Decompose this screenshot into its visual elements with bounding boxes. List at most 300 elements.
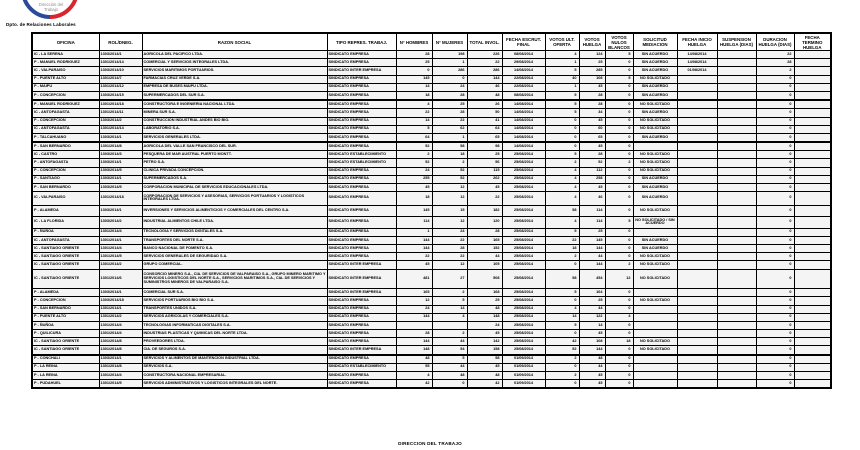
cell-duracion: 0 (756, 205, 794, 217)
cell-total: 56 (467, 159, 502, 167)
cell-razon-social: TECNOLOGIAS INFORMATICAS DIGITALES S.A. (142, 321, 327, 329)
cell-tipo-repres: SINDICATO EMPRESA (327, 83, 396, 91)
cell-total: 24 (467, 321, 502, 329)
column-header-suspension: SUSPENSION HUELGA (DIAS) (717, 33, 756, 51)
cell-fecha-termino (794, 167, 831, 175)
cell-votos-nulos: 0 (605, 289, 633, 297)
cell-suspension (717, 51, 756, 59)
cell-razon-social: MINERA SUR S.A. (142, 109, 327, 117)
table-row (32, 91, 831, 100)
cell-suspension (717, 184, 756, 192)
cell-hombres: 55 (396, 363, 432, 371)
cell-fecha-termino (794, 355, 831, 364)
cell-fecha-termino (794, 236, 831, 244)
cell-suspension (717, 192, 756, 206)
cell-fecha-termino (794, 245, 831, 253)
table-row (32, 167, 831, 175)
cell-solicitud-mediacion (633, 372, 677, 380)
cell-tipo-repres: SINDICATO EMPRESA (327, 217, 396, 229)
column-header-razon-social: RAZON SOCIAL (142, 33, 327, 51)
cell-hombres: 25 (396, 59, 432, 67)
cell-rol: 1301/2014/14 (99, 59, 142, 67)
table-row (32, 159, 831, 167)
cell-fecha-inicio (677, 313, 717, 321)
cell-mujeres: 2 (432, 289, 467, 297)
cell-duracion: 0 (756, 133, 794, 142)
cell-suspension (717, 228, 756, 236)
cell-fecha-termino (794, 289, 831, 297)
cell-fecha-inicio (677, 346, 717, 355)
cell-razon-social: CONSTRUCCION INDUSTRIAL ANDES BIO BIO. (142, 117, 327, 125)
cell-mujeres: 1 (432, 133, 467, 142)
cell-hombres: 42 (396, 380, 432, 389)
cell-fecha-inicio (677, 330, 717, 338)
cell-duracion: 0 (756, 167, 794, 175)
cell-votos-huelga: 28 (579, 151, 605, 159)
cell-fecha-escrut: 25/08/2014 (502, 346, 545, 355)
cell-oficina: IC - SANTIAGO ORIENTE (32, 346, 99, 355)
cell-total: 48 (467, 305, 502, 313)
cell-fecha-termino (794, 205, 831, 217)
cell-razon-social: CORPORACION DE SERVICIOS Y ASESORIAS, SERVICIOS PORTUARIOS Y LOGISTICOS INTEGRALES LTDA. (142, 192, 327, 206)
table-row (32, 245, 831, 253)
cell-oficina: P - LA REINA (32, 363, 99, 371)
cell-hombres: 22 (396, 109, 432, 117)
cell-hombres: 52 (396, 142, 432, 151)
cell-razon-social: AGRICOLA DEL PACIFICO LTDA. (142, 51, 327, 59)
cell-votos-ult-oferta: 5 (545, 228, 579, 236)
cell-hombres: 144 (396, 338, 432, 346)
department-title: Dpto. de Relaciones Laborales (6, 22, 76, 27)
cell-votos-nulos: 0 (605, 253, 633, 261)
cell-fecha-inicio (677, 205, 717, 217)
cell-votos-huelga: 144 (579, 261, 605, 269)
cell-duracion: 0 (756, 142, 794, 151)
cell-fecha-inicio: 01/08/2014 (677, 67, 717, 75)
cell-solicitud-mediacion: NO SOLICITADO / SIN ACUERDO (633, 217, 677, 229)
cell-votos-ult-oferta: 0 (545, 142, 579, 151)
cell-votos-huelga: 108 (579, 338, 605, 346)
cell-tipo-repres: SINDICATO EMPRESA (327, 372, 396, 380)
cell-fecha-inicio (677, 75, 717, 83)
table-row (32, 117, 831, 125)
cell-fecha-inicio (677, 167, 717, 175)
cell-fecha-inicio (677, 91, 717, 100)
cell-oficina: P - MANUEL RODRIGUEZ (32, 100, 99, 109)
cell-duracion: 0 (756, 159, 794, 167)
cell-total: 64 (467, 125, 502, 133)
cell-votos-nulos: 0 (605, 59, 633, 67)
cell-votos-nulos: 0 (605, 355, 633, 364)
cell-duracion: 0 (756, 100, 794, 109)
cell-votos-nulos: 0 (605, 91, 633, 100)
cell-fecha-escrut: 25/08/2014 (502, 253, 545, 261)
cell-votos-huelga: 114 (579, 217, 605, 229)
cell-hombres: 144 (396, 313, 432, 321)
cell-votos-nulos: 0 (605, 321, 633, 329)
cell-mujeres: 54 (432, 346, 467, 355)
cell-razon-social: CIA. DE SEGUROS S.A. (142, 346, 327, 355)
cell-rol: 1303/2014/1 (99, 159, 142, 167)
cell-duracion: 2 (756, 67, 794, 75)
cell-razon-social: PETRO S.A. (142, 159, 327, 167)
cell-fecha-inicio (677, 133, 717, 142)
cell-oficina: IC - SANTIAGO ORIENTE (32, 261, 99, 269)
cell-fecha-inicio (677, 289, 717, 297)
table-row (32, 151, 831, 159)
cell-solicitud-mediacion: SIN ACUERDO (633, 184, 677, 192)
cell-total: 22 (467, 192, 502, 206)
cell-votos-huelga: 14 (579, 321, 605, 329)
cell-fecha-termino (794, 297, 831, 305)
cell-fecha-escrut: 25/08/2014 (502, 192, 545, 206)
cell-votos-huelga: 65 (579, 133, 605, 142)
cell-rol: 1303/2014/10 (99, 67, 142, 75)
cell-rol: 1301/2014/14 (99, 125, 142, 133)
cell-fecha-escrut: 25/08/2014 (502, 228, 545, 236)
cell-rol: 1303/2014/18 (99, 297, 142, 305)
table-row (32, 305, 831, 313)
cell-fecha-inicio: 14/08/2014 (677, 59, 717, 67)
cell-solicitud-mediacion: SIN ACUERDO (633, 245, 677, 253)
table-row (32, 100, 831, 109)
cell-fecha-termino (794, 151, 831, 159)
cell-fecha-termino (794, 269, 831, 289)
cell-razon-social: BANCO NACIONAL DE FOMENTO S.A. (142, 245, 327, 253)
cell-suspension (717, 217, 756, 229)
cell-mujeres: 27 (432, 269, 467, 289)
cell-fecha-termino (794, 217, 831, 229)
cell-votos-ult-oferta: 2 (545, 159, 579, 167)
cell-solicitud-mediacion: NO SOLICITADO (633, 151, 677, 159)
cell-votos-nulos: 5 (605, 75, 633, 83)
cell-fecha-termino (794, 51, 831, 59)
cell-oficina: IC - SANTIAGO ORIENTE (32, 245, 99, 253)
cell-oficina: IC - SANTIAGO ORIENTE (32, 269, 99, 289)
cell-oficina: P - SANTIAGO (32, 175, 99, 183)
cell-fecha-inicio (677, 228, 717, 236)
cell-solicitud-mediacion: SIN ACUERDO (633, 91, 677, 100)
cell-total: 262 (467, 175, 502, 183)
cell-duracion: 0 (756, 175, 794, 183)
cell-hombres: 0 (396, 67, 432, 75)
cell-fecha-inicio (677, 159, 717, 167)
cell-solicitud-mediacion: SIN ACUERDO (633, 175, 677, 183)
cell-solicitud-mediacion (633, 330, 677, 338)
cell-solicitud-mediacion (633, 380, 677, 389)
cell-votos-ult-oferta: 2 (545, 253, 579, 261)
cell-votos-ult-oferta: 5 (545, 67, 579, 75)
cell-tipo-repres: SINDICATO EMPRESA (327, 380, 396, 389)
cell-oficina: IC - ANTOFAGASTA (32, 125, 99, 133)
cell-razon-social: SERVICIOS MARITIMOS PORTUARIOS. (142, 67, 327, 75)
cell-fecha-termino (794, 363, 831, 371)
cell-total: 105 (467, 261, 502, 269)
cell-total: 58 (467, 355, 502, 364)
cell-rol: 1301/2014/1 (99, 236, 142, 244)
cell-fecha-termino (794, 346, 831, 355)
cell-suspension (717, 91, 756, 100)
cell-oficina: P - CONCEPCION (32, 297, 99, 305)
cell-oficina: IC - VALPARAISO (32, 192, 99, 206)
cell-votos-ult-oferta: 1 (545, 59, 579, 67)
cell-fecha-escrut: 22/08/2014 (502, 75, 545, 83)
cell-duracion: 0 (756, 355, 794, 364)
table-row (32, 269, 831, 289)
cell-razon-social: TRANSPORTES DEL NORTE S.A. (142, 236, 327, 244)
cell-votos-nulos: 4 (605, 313, 633, 321)
cell-mujeres: 22 (432, 117, 467, 125)
cell-votos-huelga: 25 (579, 59, 605, 67)
cell-suspension (717, 380, 756, 389)
cell-votos-nulos: 0 (605, 151, 633, 159)
cell-duracion: 0 (756, 313, 794, 321)
table-row (32, 51, 831, 59)
cell-votos-ult-oferta: 4 (545, 167, 579, 175)
cell-rol: 1303/2014/1 (99, 289, 142, 297)
cell-mujeres: 14 (432, 305, 467, 313)
cell-suspension (717, 297, 756, 305)
cell-fecha-inicio: 14/08/2014 (677, 51, 717, 59)
cell-fecha-inicio (677, 125, 717, 133)
cell-fecha-inicio (677, 321, 717, 329)
cell-votos-huelga: 45 (579, 83, 605, 91)
cell-rol: 1301/2014/4 (99, 372, 142, 380)
logo-line-2: Trabajo (43, 7, 59, 12)
cell-oficina: P - PUENTE ALTO (32, 75, 99, 83)
cell-duracion: 0 (756, 321, 794, 329)
cell-tipo-repres: SINDICATO ESTABLECIMIENTO (327, 159, 396, 167)
cell-duracion: 0 (756, 297, 794, 305)
cell-fecha-termino (794, 305, 831, 313)
cell-oficina: IC - SANTIAGO ORIENTE (32, 253, 99, 261)
cell-fecha-inicio (677, 372, 717, 380)
cell-votos-ult-oferta: 58 (545, 205, 579, 217)
cell-suspension (717, 159, 756, 167)
cell-mujeres: 28 (432, 109, 467, 117)
cell-duracion: 0 (756, 217, 794, 229)
cell-mujeres: 12 (432, 217, 467, 229)
cell-rol: 1303/2014/15 (99, 91, 142, 100)
cell-votos-nulos: 0 (605, 346, 633, 355)
cell-votos-huelga: 25 (579, 297, 605, 305)
cell-votos-huelga: 45 (579, 142, 605, 151)
cell-mujeres: 52 (432, 175, 467, 183)
cell-total: 226 (467, 51, 502, 59)
cell-oficina: IC - CASTRO (32, 151, 99, 159)
cell-tipo-repres: SINDICATO EMPRESA (327, 167, 396, 175)
cell-votos-nulos: 0 (605, 133, 633, 142)
cell-duracion: 0 (756, 346, 794, 355)
cell-solicitud-mediacion: NO SOLICITADO (633, 269, 677, 289)
table-row (32, 236, 831, 244)
cell-oficina: P - CONCEPCION (32, 167, 99, 175)
cell-duracion: 0 (756, 380, 794, 389)
cell-fecha-termino (794, 117, 831, 125)
cell-oficina: P - SAN BERNARDO (32, 305, 99, 313)
cell-oficina: P - SAN BERNARDO (32, 142, 99, 151)
cell-votos-ult-oferta: 0 (545, 380, 579, 389)
cell-fecha-escrut: 01/09/2014 (502, 380, 545, 389)
cell-fecha-inicio (677, 83, 717, 91)
cell-mujeres: 62 (432, 125, 467, 133)
cell-votos-huelga: 45 (579, 117, 605, 125)
cell-rol: 1303/2014/5 (99, 167, 142, 175)
cell-votos-huelga: 44 (579, 305, 605, 313)
cell-votos-nulos: 0 (605, 363, 633, 371)
cell-hombres: 144 (396, 245, 432, 253)
cell-fecha-termino (794, 372, 831, 380)
cell-fecha-termino (794, 261, 831, 269)
cell-duracion: 0 (756, 83, 794, 91)
cell-total: 28 (467, 228, 502, 236)
cell-oficina: IC - ANTOFAGASTA (32, 109, 99, 117)
cell-votos-nulos: 5 (605, 51, 633, 59)
cell-hombres: 481 (396, 269, 432, 289)
cell-oficina: P - ALAMEDA (32, 289, 99, 297)
cell-hombres: 12 (396, 297, 432, 305)
cell-hombres: 5 (396, 125, 432, 133)
cell-tipo-repres: SINDICATO INTER EMPRESA (327, 269, 396, 289)
cell-oficina: P - SAN BERNARDO (32, 184, 99, 192)
table-row (32, 330, 831, 338)
cell-tipo-repres: SINDICATO INTER EMPRESA (327, 289, 396, 297)
cell-votos-huelga: 45 (579, 330, 605, 338)
cell-razon-social: CONSORCIO MINERO S.A., CIA. DE SERVICIOS DE VALPARAISO S.A., GRUPO MINERO MARITIMO Y SERVICIOS LOGISTICOS DEL NORTE S.A., SERVICIOS MARITIMOS S.A., CIA. DE SERVICIOS Y SUMINISTROS MINEROS DE VALPARAISO S.A. (142, 269, 327, 289)
cell-fecha-termino (794, 142, 831, 151)
cell-votos-nulos: 0 (605, 205, 633, 217)
cell-fecha-termino (794, 75, 831, 83)
cell-tipo-repres: SINDICATO EMPRESA (327, 253, 396, 261)
cell-hombres: 14 (396, 83, 432, 91)
cell-votos-huelga: 285 (579, 67, 605, 75)
cell-tipo-repres: SINDICATO EMPRESA (327, 228, 396, 236)
cell-tipo-repres: SINDICATO EMPRESA (327, 184, 396, 192)
cell-suspension (717, 346, 756, 355)
cell-fecha-inicio (677, 297, 717, 305)
cell-fecha-escrut: 25/08/2014 (502, 338, 545, 346)
cell-razon-social: TRANSPORTES UNIDOS S.A. (142, 305, 327, 313)
cell-duracion: 0 (756, 269, 794, 289)
cell-votos-huelga: 60 (579, 125, 605, 133)
cell-rol: 1303/2014/1 (99, 205, 142, 217)
cell-mujeres: 2 (432, 330, 467, 338)
cell-rol: 1301/2014/12 (99, 83, 142, 91)
cell-solicitud-mediacion (633, 305, 677, 313)
cell-votos-huelga: 122 (579, 313, 605, 321)
cell-solicitud-mediacion: SIN ACUERDO (633, 51, 677, 59)
cell-votos-ult-oferta: 42 (545, 338, 579, 346)
cell-razon-social: SERVICIOS Y ALIMENTOS DE MANTENCION INDUSTRIAL LTDA. (142, 355, 327, 364)
cell-total: 168 (467, 289, 502, 297)
cell-total: 25 (467, 151, 502, 159)
cell-fecha-termino (794, 192, 831, 206)
cell-fecha-termino (794, 109, 831, 117)
cell-solicitud-mediacion: NO SOLICITADO (633, 346, 677, 355)
cell-fecha-escrut: 25/08/2014 (502, 205, 545, 217)
cell-tipo-repres: SINDICATO EMPRESA (327, 133, 396, 142)
cell-fecha-inicio (677, 355, 717, 364)
cell-fecha-escrut: 25/08/2014 (502, 236, 545, 244)
cell-votos-ult-oferta: 5 (545, 289, 579, 297)
cell-rol: 1303/2014/3 (99, 151, 142, 159)
cell-fecha-escrut: 14/08/2014 (502, 125, 545, 133)
cell-votos-ult-oferta: 1 (545, 83, 579, 91)
cell-votos-nulos: 0 (605, 380, 633, 389)
cell-votos-nulos: 0 (605, 117, 633, 125)
cell-suspension (717, 125, 756, 133)
cell-oficina: P - CONCEPCION (32, 117, 99, 125)
cell-tipo-repres: SINDICATO EMPRESA (327, 205, 396, 217)
cell-suspension (717, 253, 756, 261)
cell-fecha-inicio (677, 175, 717, 183)
cell-fecha-escrut: 25/08/2014 (502, 305, 545, 313)
cell-razon-social: INVERSIONES Y SERVICIOS ALIMENTICIOS Y COMERCIALES DEL CENTRO S.A. (142, 205, 327, 217)
cell-total: 508 (467, 269, 502, 289)
cell-mujeres: 0 (432, 75, 467, 83)
cell-mujeres: 18 (432, 151, 467, 159)
cell-suspension (717, 269, 756, 289)
cell-solicitud-mediacion: NO SOLICITADO (633, 159, 677, 167)
cell-total: 115 (467, 167, 502, 175)
cell-votos-ult-oferta: 0 (545, 261, 579, 269)
table-row (32, 321, 831, 329)
cell-tipo-repres: SINDICATO EMPRESA (327, 117, 396, 125)
cell-suspension (717, 321, 756, 329)
cell-mujeres: 12 (432, 184, 467, 192)
cell-hombres: 144 (396, 236, 432, 244)
cell-votos-ult-oferta: 5 (545, 151, 579, 159)
cell-fecha-escrut: 14/08/2014 (502, 117, 545, 125)
cell-rol: 1301/2014/2 (99, 261, 142, 269)
cell-razon-social: CLINICA PRIVADA CONCEPCION. (142, 167, 327, 175)
cell-fecha-termino (794, 91, 831, 100)
cell-rol: 1301/2014/8 (99, 338, 142, 346)
cell-votos-nulos: 5 (605, 217, 633, 229)
cell-mujeres: 12 (432, 192, 467, 206)
cell-tipo-repres: SINDICATO EMPRESA (327, 355, 396, 364)
cell-fecha-escrut: 14/08/2014 (502, 109, 545, 117)
cell-solicitud-mediacion: SIN ACUERDO (633, 133, 677, 142)
cell-fecha-escrut: 01/09/2014 (502, 372, 545, 380)
cell-votos-huelga: 25 (579, 228, 605, 236)
cell-solicitud-mediacion: NO SOLICITADO (633, 297, 677, 305)
cell-razon-social: AGRICOLA DEL VALLE SAN FRANCISCO DEL SUR. (142, 142, 327, 151)
cell-mujeres (432, 321, 467, 329)
cell-votos-ult-oferta: 0 (545, 297, 579, 305)
cell-votos-huelga: 28 (579, 100, 605, 109)
cell-total: 50 (467, 109, 502, 117)
cell-tipo-repres: SINDICATO EMPRESA (327, 297, 396, 305)
cell-duracion: 0 (756, 236, 794, 244)
column-header-solicitud-mediacion: SOLICITUD MEDIACION (633, 33, 677, 51)
table-row (32, 253, 831, 261)
cell-suspension (717, 175, 756, 183)
cell-tipo-repres: SINDICATO EMPRESA (327, 91, 396, 100)
cell-solicitud-mediacion: NO SOLICITADO (633, 75, 677, 83)
cell-razon-social: INDUSTRIAS PLASTICAS Y QUIMICAS DEL NORTE LTDA. (142, 330, 327, 338)
cell-tipo-repres: SINDICATO EMPRESA (327, 59, 396, 67)
cell-tipo-repres: SINDICATO EMPRESA (327, 51, 396, 59)
cell-rol: 1301/2014/2 (99, 313, 142, 321)
cell-fecha-termino (794, 338, 831, 346)
cell-solicitud-mediacion (633, 313, 677, 321)
cell-votos-huelga: 164 (579, 289, 605, 297)
cell-oficina: IC - LA FLORIDA (32, 217, 99, 229)
cell-solicitud-mediacion (633, 142, 677, 151)
cell-fecha-termino (794, 228, 831, 236)
cell-votos-ult-oferta: 5 (545, 91, 579, 100)
